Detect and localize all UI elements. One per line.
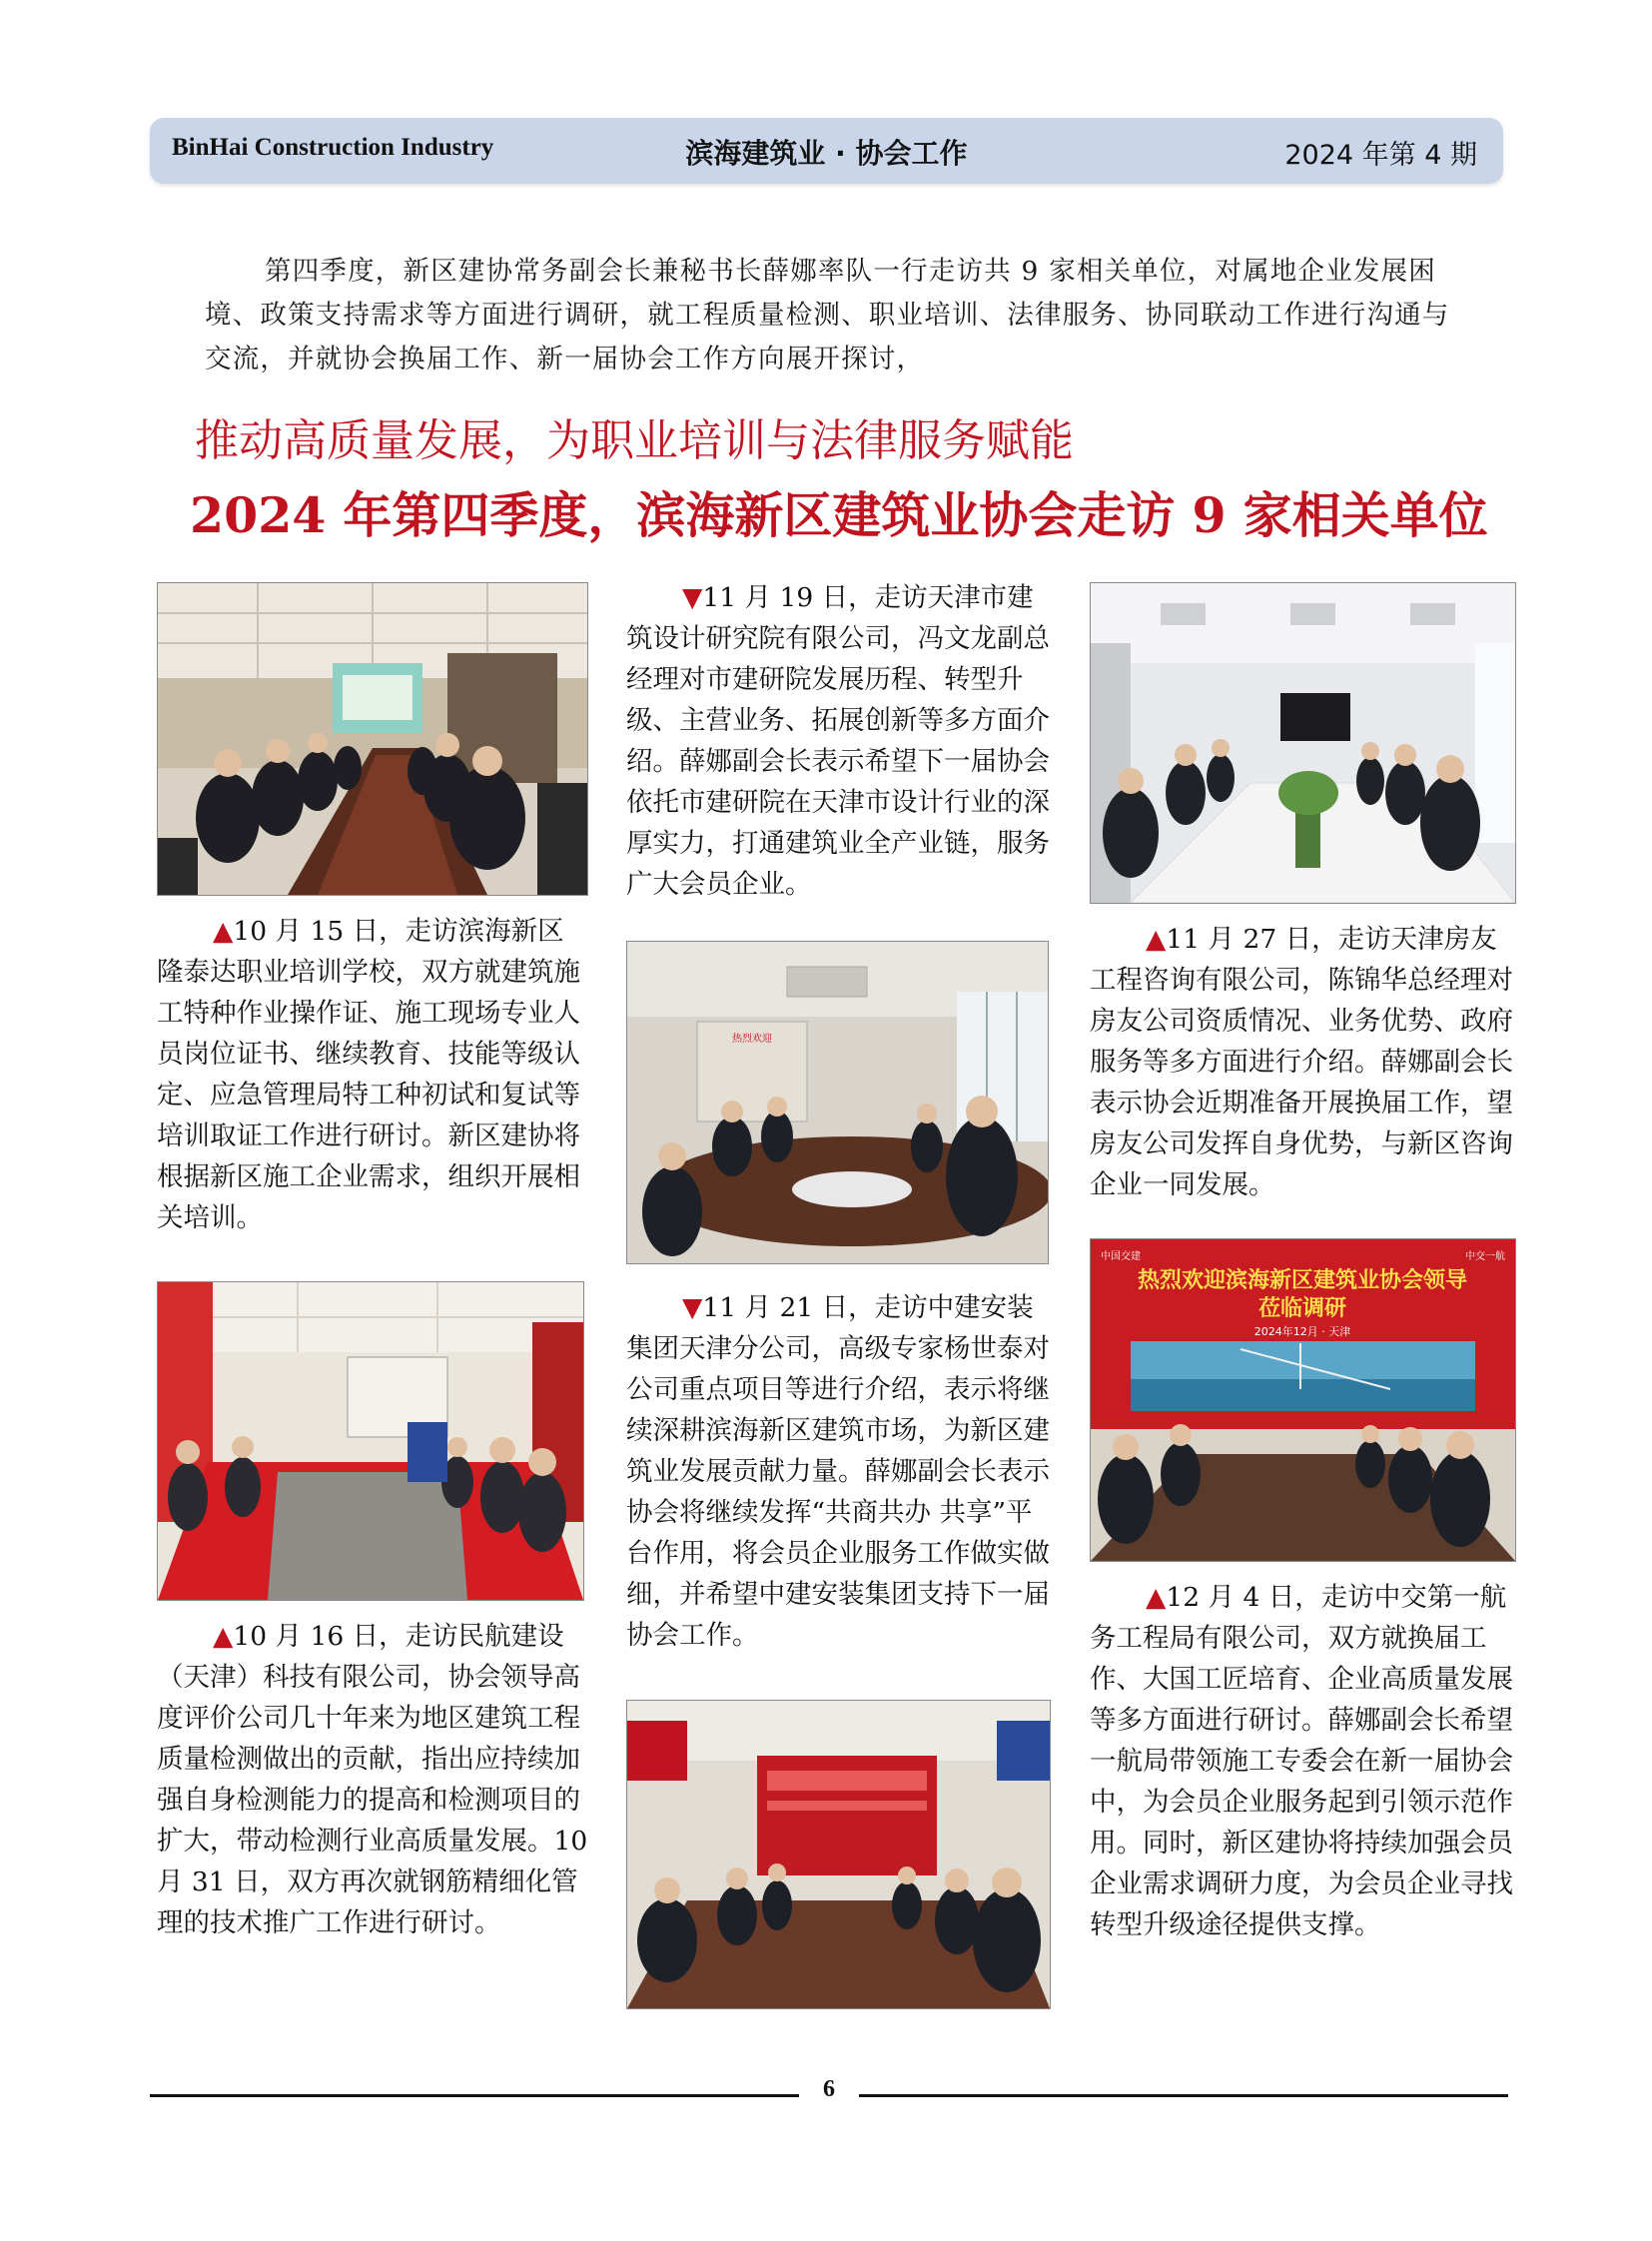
photo-nov19-meeting: [626, 941, 1049, 1264]
banner-logo-right: 中交一航: [1465, 1251, 1505, 1262]
caption-marker: ▼: [682, 582, 703, 613]
caption-marker: ▲: [1146, 1582, 1167, 1613]
caption-text: 11 月 27 日，走访天津房友工程咨询有限公司，陈锦华总经理对房友公司资质情况、业务优势、政府服务等多方面进行介绍。薛娜副会长表示协会近期准备开展换届工作，望房友公司发挥自身优势，与新区咨询企业一同发展。: [1090, 924, 1513, 1200]
caption-oct16: [157, 1616, 588, 1943]
photo-dec4-meeting: [1090, 1238, 1516, 1562]
photo-oct15-meeting: [157, 582, 588, 896]
banner-line3: 2024年12月 · 天津: [1253, 1325, 1351, 1338]
footer-rule-left: [150, 2094, 799, 2097]
caption-marker: ▼: [682, 1292, 703, 1323]
headline-main: 2024 年第四季度，滨海新区建筑业协会走访 9 家相关单位: [190, 486, 1488, 544]
caption-marker: ▲: [213, 1621, 234, 1652]
footer-rule-right: [859, 2094, 1508, 2097]
banner-logo-left: 中国交建: [1101, 1251, 1141, 1262]
caption-text: 12 月 4 日，走访中交第一航务工程局有限公司，双方就换届工作、大国工匠培育、企业高质量发展等多方面进行研讨。薛娜副会长希望一航局带领施工专委会在新一届协会中，为会员企业服务起到引领示范作用。同时，新区建协将持续加强会员企业需求调研力度，为会员企业寻找转型升级途径提供支撑。: [1090, 1582, 1513, 1940]
caption-nov21: [626, 1287, 1058, 1656]
photo-screen-title: 热烈欢迎: [732, 1034, 772, 1045]
caption-text: 11 月 21 日，走访中建安装集团天津分公司，高级专家杨世泰对公司重点项目等进行介绍，表示将继续深耕滨海新区建筑市场，为新区建筑业发展贡献力量。薛娜副会长表示协会将继续发挥“共商共办 共享”平台作用，将会员企业服务工作做实做细，并希望中建安装集团支持下一届协会工作。: [626, 1292, 1050, 1651]
caption-text: 10 月 16 日，走访民航建设（天津）科技有限公司，协会领导高度评价公司几十年来为地区建筑工程质量检测做出的贡献，指出应持续加强自身检测能力的提高和检测项目的扩大，带动检测行业高质量发展。10 月 31 日，双方再次就钢筋精细化管理的技术推广工作进行研讨。: [157, 1621, 588, 1938]
caption-nov27: [1090, 919, 1521, 1205]
photo-oct16-meeting: [157, 1281, 584, 1601]
header-issue: 2024 年第 4 期: [1284, 140, 1477, 171]
page-number: 6: [823, 2076, 835, 2102]
photo-nov21-meeting: [626, 1700, 1051, 2009]
caption-marker: ▲: [1146, 924, 1167, 955]
caption-oct15: [157, 911, 588, 1238]
caption-nov19: [626, 577, 1058, 905]
banner-line2: 莅临调研: [1257, 1296, 1347, 1321]
caption-dec4: [1090, 1577, 1521, 1945]
caption-text: 10 月 15 日，走访滨海新区隆泰达职业培训学校，双方就建筑施工特种作业操作证、施工现场专业人员岗位证书、继续教育、技能等级认定、应急管理局特工种初试和复试等培训取证工作进行研讨。新区建协将根据新区施工企业需求，组织开展相关培训。: [157, 916, 580, 1233]
headline-subtitle: 推动高质量发展，为职业培训与法律服务赋能: [195, 415, 1074, 466]
header-section-title: 滨海建筑业 · 协会工作: [685, 137, 968, 170]
photo-nov27-meeting: [1090, 582, 1516, 904]
caption-text: 11 月 19 日，走访天津市建筑设计研究院有限公司，冯文龙副总经理对市建研院发展历程、转型升级、主营业务、拓展创新等多方面介绍。薛娜副会长表示希望下一届协会依托市建研院在天津市设计行业的深厚实力，打通建筑业全产业链，服务广大会员企业。: [626, 582, 1050, 900]
banner-line1: 热烈欢迎滨海新区建筑业协会领导: [1137, 1268, 1468, 1293]
running-header: [150, 118, 1503, 184]
intro-paragraph: 第四季度，新区建协常务副会长兼秘书长薛娜率队一行走访共 9 家相关单位，对属地企业发展困境、政策支持需求等方面进行调研，就工程质量检测、职业培训、法律服务、协同联动工作进行沟通与交流，并就协会换届工作、新一届协会工作方向展开探讨，: [205, 256, 1450, 374]
header-publication-name: BinHai Construction Industry: [172, 134, 494, 161]
caption-marker: ▲: [213, 916, 234, 947]
